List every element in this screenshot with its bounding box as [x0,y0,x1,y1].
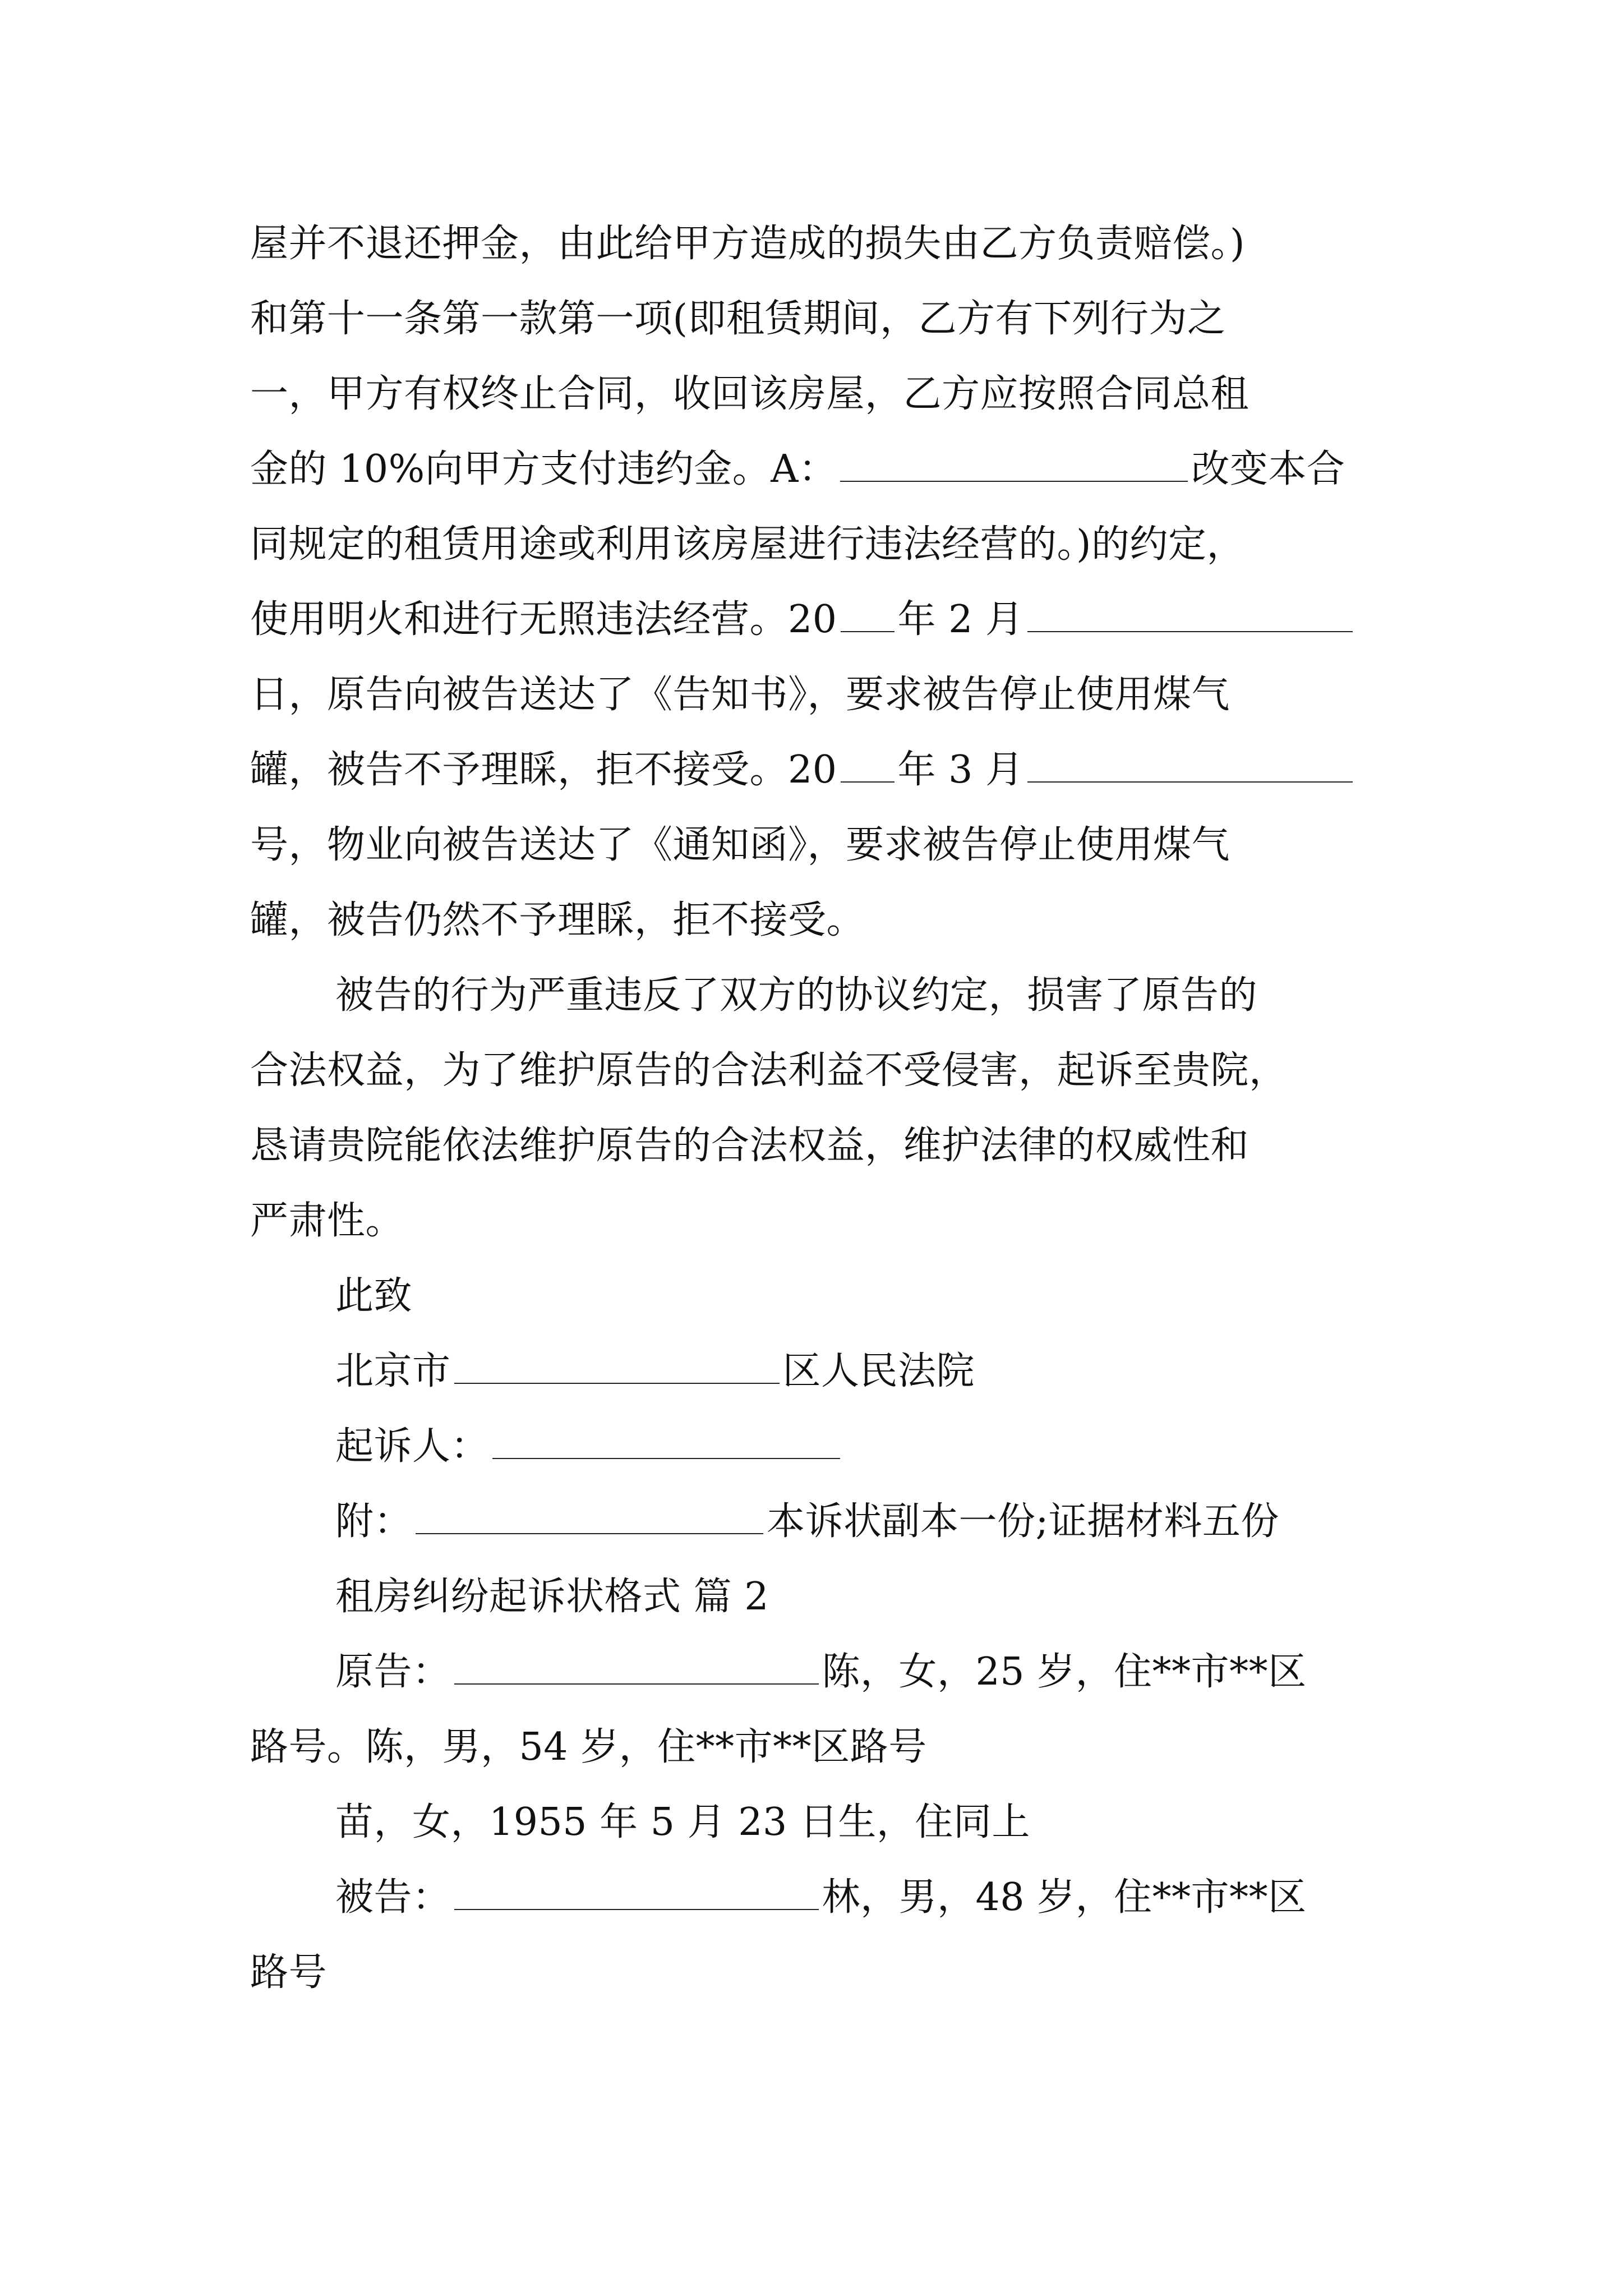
text-line-10 [250,890,1389,951]
text-span: 路号。陈，男，54 岁，住**市**区路号 [250,1725,927,1769]
text-span: 和第十一条第一款第一项(即租赁期间，乙方有下列行为之 [250,297,1226,341]
text-line-22 [335,1792,1390,1853]
text-span: 同规定的租赁用途或利用该房屋进行违法经营的。)的约定， [250,522,1246,567]
text-line-15 [335,1266,1390,1327]
text-span: 号，物业向被告送达了《通知函》，要求被告停止使用煤气 [250,823,1230,867]
text-span: 起诉人： [335,1424,490,1469]
fill-in-blank [840,441,1188,482]
text-span: 恳请贵院能依法维护原告的合法权益，维护法律的权威性和 [250,1124,1249,1168]
text-line-2 [250,288,1389,350]
text-span: 苗，女，1955 年 5 月 23 日生，住同上 [335,1800,1030,1844]
text-line-4 [250,439,1389,500]
text-line-5 [250,514,1389,576]
text-line-18 [335,1491,1390,1553]
text-line-21 [250,1717,1389,1778]
text-span: 陈，女，25 岁，住**市**区 [822,1650,1307,1694]
section-heading [335,1566,1390,1628]
text-span: 区人民法院 [782,1349,975,1393]
text-line-8 [250,739,1389,801]
text-line-1 [250,213,1389,275]
text-line-9 [250,815,1389,876]
text-span: 年 2 月 [897,597,1024,642]
text-span: 使用明火和进行无照违法经营。20 [250,597,837,642]
text-line-11 [335,965,1390,1027]
text-line-13 [250,1115,1389,1177]
text-span: 林，男，48 岁，住**市**区 [822,1875,1307,1920]
text-span: 原告： [335,1650,451,1694]
text-span: 金的 10%向甲方支付违约金。A： [250,447,837,491]
text-line-12 [250,1040,1389,1102]
text-span: 附： [335,1499,413,1544]
text-span: 严肃性。 [250,1199,404,1243]
text-line-7 [250,664,1389,726]
fill-in-blank [1027,742,1353,783]
text-span: 此致 [335,1274,413,1318]
text-span: 被告的行为严重违反了双方的协议约定，损害了原告的 [335,973,1258,1018]
text-line-6 [250,589,1389,651]
text-span: 本诉状副本一份;证据材料五份 [767,1499,1279,1544]
fill-in-blank [841,742,895,783]
text-span: 日，原告向被告送达了《告知书》，要求被告停止使用煤气 [250,673,1230,717]
text-span: 一，甲方有权终止合同，收回该房屋，乙方应按照合同总租 [250,372,1249,416]
text-span: 改变本合 [1191,447,1345,491]
fill-in-blank [1027,592,1353,632]
fill-in-blank [492,1419,840,1459]
text-line-24 [250,1942,1389,2004]
text-span: 租房纠纷起诉状格式 篇 2 [335,1575,769,1619]
text-line-17 [335,1416,1390,1478]
fill-in-blank [454,1870,819,1910]
text-line-14 [250,1190,1389,1252]
text-span: 屋并不退还押金，由此给甲方造成的损失由乙方负责赔偿。) [250,222,1246,266]
text-span: 罐，被告仍然不予理睬，拒不接受。 [250,898,865,942]
fill-in-blank [841,592,895,632]
text-line-20 [335,1641,1390,1703]
fill-in-blank [416,1494,763,1534]
text-span: 路号 [250,1950,328,1995]
text-span: 合法权益，为了维护原告的合法利益不受侵害，起诉至贵院， [250,1048,1288,1093]
fill-in-blank [454,1343,780,1384]
text-line-23 [335,1867,1390,1929]
text-span: 被告： [335,1875,451,1920]
text-line-16 [335,1341,1390,1402]
text-span: 罐，被告不予理睬，拒不接受。20 [250,748,837,792]
text-span: 北京市 [335,1349,451,1393]
text-line-3 [250,364,1389,425]
fill-in-blank [454,1644,819,1685]
text-span: 年 3 月 [897,748,1024,792]
